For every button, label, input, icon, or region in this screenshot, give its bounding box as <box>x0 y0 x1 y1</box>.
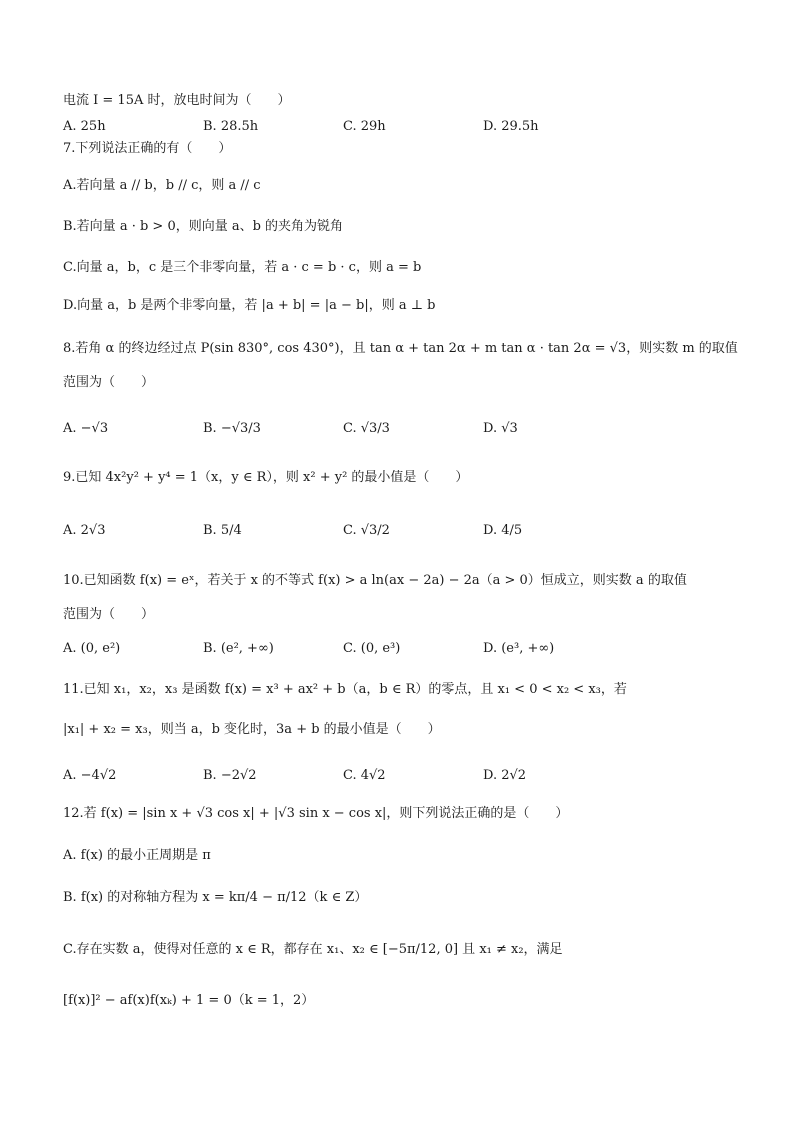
q9-option-d: D. 4/5 <box>483 522 523 538</box>
q11-option-d: D. 2√2 <box>483 767 527 783</box>
q8-stem-line2: 范围为（ ） <box>63 375 155 390</box>
q9-option-c: C. √3/2 <box>343 522 390 538</box>
q10-stem-line1: 10.已知函数 f(x) = eˣ，若关于 x 的不等式 f(x) > a ln(ax − 2a) − 2a（a > 0）恒成立，则实数 a 的取值 <box>63 573 687 588</box>
q11-stem-line2: |x₁| + x₂ = x₃，则当 a，b 变化时，3a + b 的最小值是（ ） <box>63 722 441 737</box>
q6-option-a: A. 25h <box>63 118 106 134</box>
q8-option-a: A. −√3 <box>63 420 109 436</box>
q7-stem: 7.下列说法正确的有（ ） <box>63 141 232 156</box>
q10-option-a: A. (0, e²) <box>63 640 121 656</box>
q6-continuation: 电流 I = 15A 时，放电时间为（ ） <box>63 93 291 108</box>
q8-option-b: B. −√3/3 <box>203 420 261 436</box>
q9-option-a: A. 2√3 <box>63 522 106 538</box>
q11-option-b: B. −2√2 <box>203 767 257 783</box>
q11-stem-line1: 11.已知 x₁，x₂，x₃ 是函数 f(x) = x³ + ax² + b（a，b ∈ R）的零点，且 x₁ < 0 < x₂ < x₃，若 <box>63 682 627 697</box>
q8-options <box>63 410 743 446</box>
q6-options <box>63 108 743 144</box>
q8-stem-line1: 8.若角 α 的终边经过点 P(sin 830°, cos 430°)，且 tan α + tan 2α + m tan α · tan 2α = √3，则实数 m 的取值 <box>63 341 738 356</box>
q8-option-c: C. √3/3 <box>343 420 390 436</box>
q12-option-a: A. f(x) 的最小正周期是 π <box>63 848 211 863</box>
q11-options <box>63 757 743 793</box>
q10-option-d: D. (e³, +∞) <box>483 640 555 656</box>
q7-option-b: B.若向量 a · b > 0，则向量 a、b 的夹角为锐角 <box>63 219 344 234</box>
q7-option-d: D.向量 a，b 是两个非零向量，若 |a + b| = |a − b|，则 a ⊥ b <box>63 298 436 313</box>
q7-option-a: A.若向量 a // b，b // c，则 a // c <box>63 178 261 193</box>
q9-option-b: B. 5/4 <box>203 522 242 538</box>
q6-option-d: D. 29.5h <box>483 118 539 134</box>
q10-option-c: C. (0, e³) <box>343 640 401 656</box>
q6-option-b: B. 28.5h <box>203 118 259 134</box>
q8-option-d: D. √3 <box>483 420 518 436</box>
q12-option-c-line2: [f(x)]² − af(x)f(xₖ) + 1 = 0（k = 1，2） <box>63 993 315 1008</box>
q10-option-b: B. (e², +∞) <box>203 640 274 656</box>
q12-stem: 12.若 f(x) = |sin x + √3 cos x| + |√3 sin x − cos x|，则下列说法正确的是（ ） <box>63 806 569 821</box>
q12-option-b: B. f(x) 的对称轴方程为 x = kπ/4 − π/12（k ∈ Z） <box>63 890 368 905</box>
q6-option-c: C. 29h <box>343 118 386 134</box>
q7-option-c: C.向量 a，b，c 是三个非零向量，若 a · c = b · c，则 a = b <box>63 260 422 275</box>
q10-options <box>63 630 743 666</box>
q10-stem-line2: 范围为（ ） <box>63 607 155 622</box>
q11-option-c: C. 4√2 <box>343 767 386 783</box>
q9-stem: 9.已知 4x²y² + y⁴ = 1（x，y ∈ R），则 x² + y² 的最小值是（ ） <box>63 470 469 485</box>
q11-option-a: A. −4√2 <box>63 767 117 783</box>
q9-options <box>63 512 743 548</box>
q12-option-c-line1: C.存在实数 a，使得对任意的 x ∈ R，都存在 x₁、x₂ ∈ [−5π/12, 0] 且 x₁ ≠ x₂，满足 <box>63 942 563 957</box>
